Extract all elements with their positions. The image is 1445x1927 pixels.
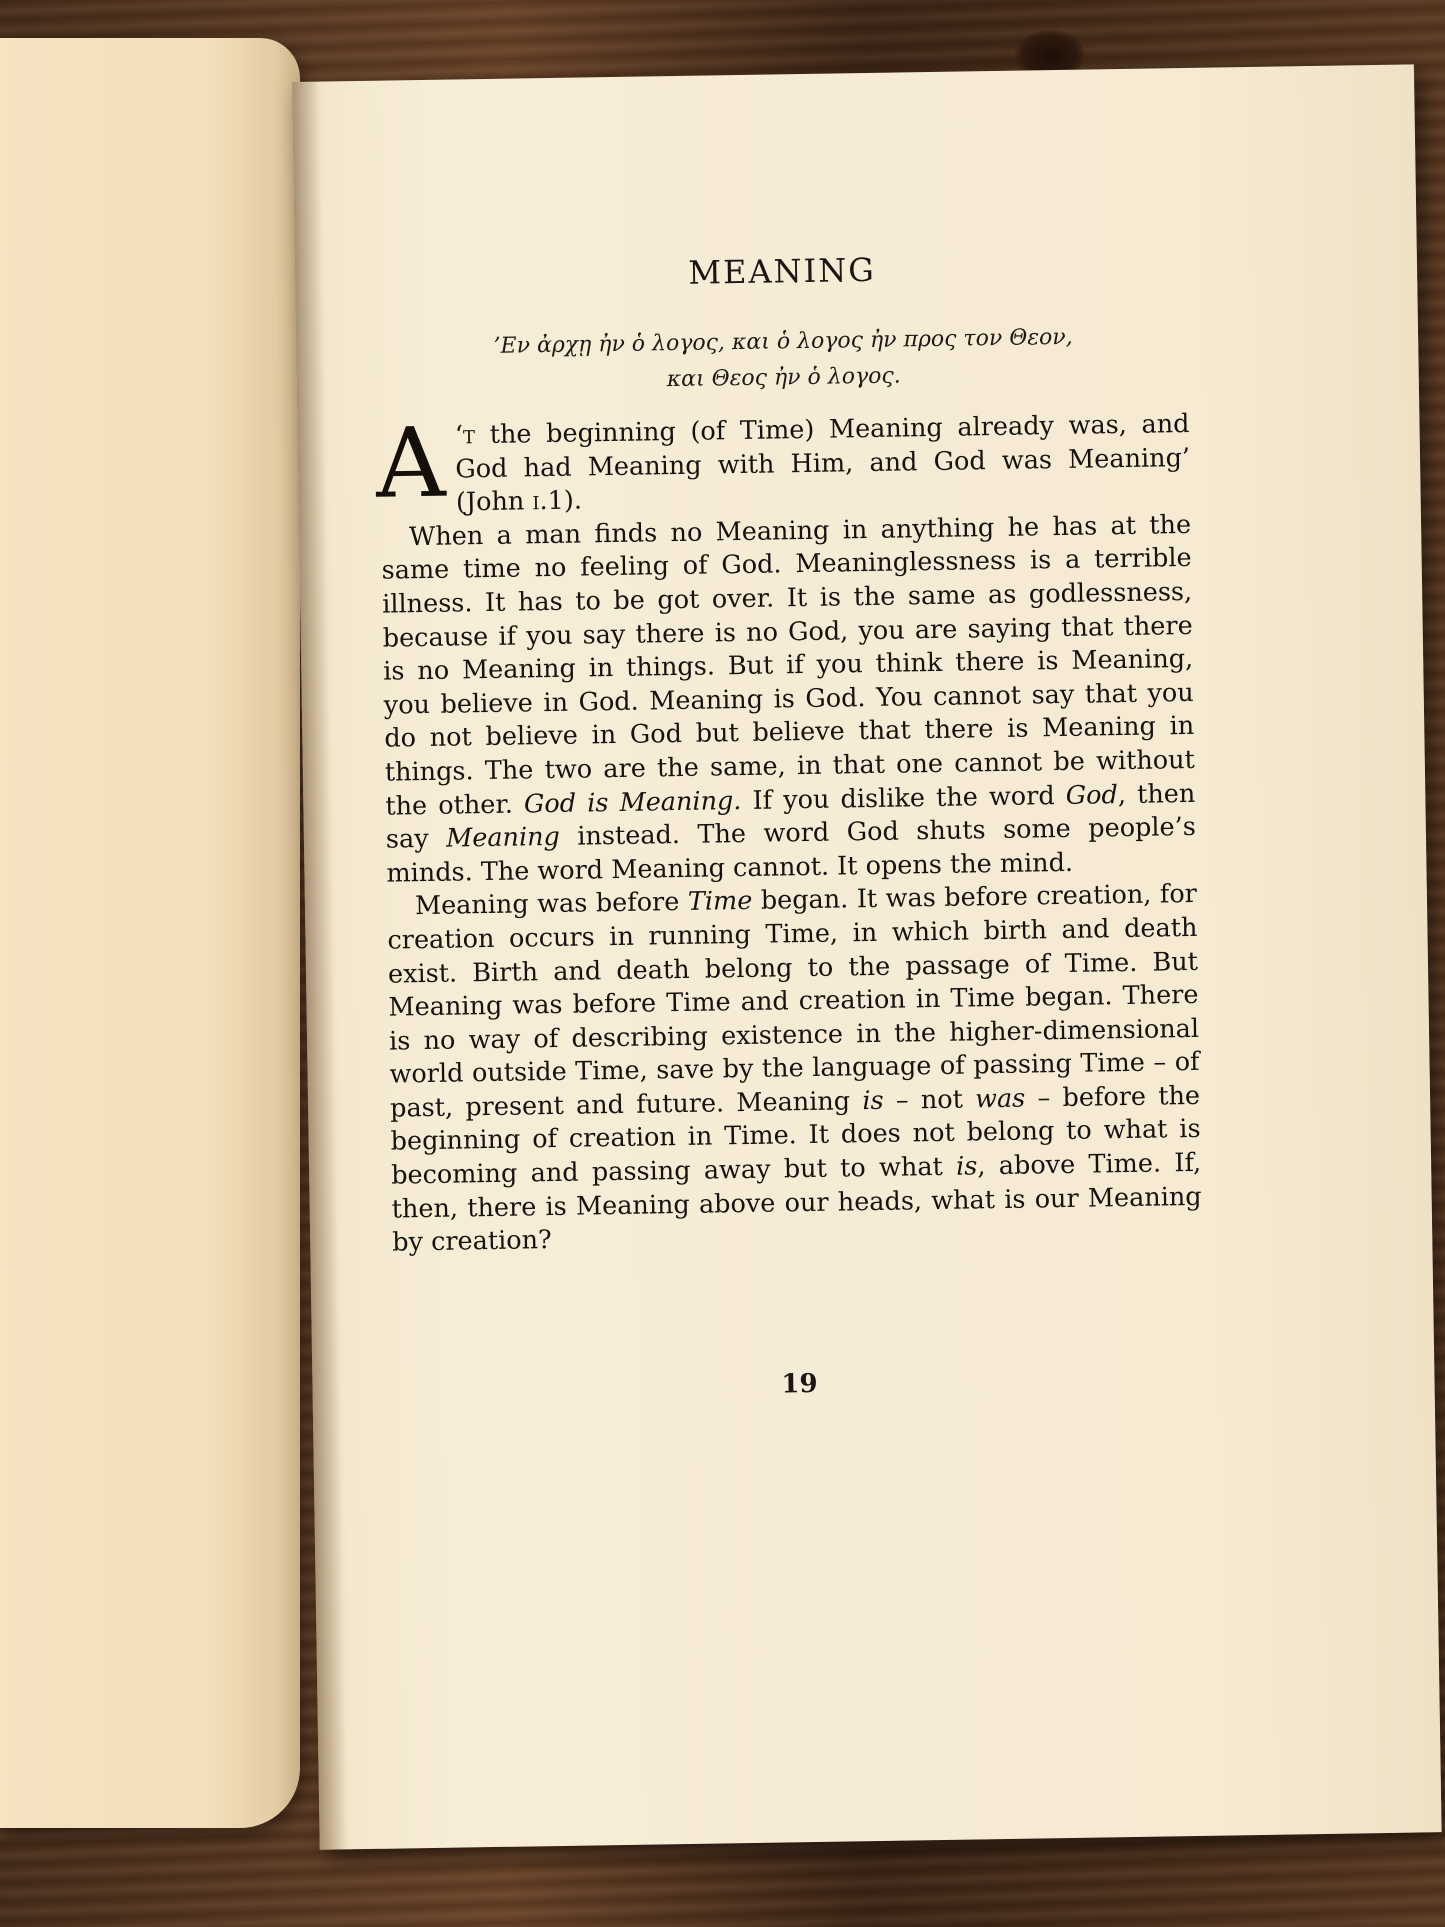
epigraph-line-1: ’Εν ἀρχῃ ἠν ὁ λογος, και ὁ λογος ἠν προς τον Θεον, xyxy=(493,324,1073,359)
paragraph-3-part-1: Meaning was before xyxy=(414,887,689,922)
paragraph-2-part-2: If you dislike the word xyxy=(741,780,1067,816)
right-book-page xyxy=(292,64,1442,1849)
paragraph-3-part-3: – not xyxy=(883,1084,976,1116)
greek-epigraph xyxy=(378,318,1189,403)
page-content xyxy=(374,68,1202,1400)
left-book-page xyxy=(0,38,300,1828)
paragraph-2-part-3: , then say xyxy=(385,778,1196,855)
gutter-shadow xyxy=(292,82,348,1850)
chapter-title: MEANING xyxy=(688,250,877,292)
paragraph-2 xyxy=(381,509,1197,891)
paragraph-3-emphasis-1: Time xyxy=(687,886,753,918)
paragraph-2-emphasis-1: God is Meaning. xyxy=(523,785,742,819)
paragraph-1-text: the beginning (of Time) Meaning already was, and God had Meaning with Him, and God was Meaning’ (John xyxy=(455,408,1191,518)
paragraph-2-emphasis-3: Meaning xyxy=(445,822,561,854)
paragraph-3-part-2: began. It was before creation, for creation occurs in running Time, in which birth and death exist. Birth and death belong to the passage of Time. But Meaning was before Time and creation in Time began. There is no way of describing existence in the higher-dimensional world outside Time, save by the language of passing Time – of past, present and future. Meaning xyxy=(387,879,1200,1124)
paragraph-2-part-1: When a man finds no Meaning in anything he has at the same time no feeling of God. Meaninglessness is a terrible illness. It has to be got over. It is the same as godlessness, because if you say there is no God, you are saying that there is no Meaning in things. But if you think there is Meaning, you believe in God. Meaning is God. You cannot say that you do not believe in God but believe that there is Meaning in things. The two are the same, in that one cannot be without the other. xyxy=(381,509,1195,822)
epigraph-line-2: και Θεος ἠν ὁ λογος. xyxy=(666,363,901,393)
paragraph-3-part-4: – before the beginning of creation in Time. It does not belong to what is becoming and passing away but to what xyxy=(390,1080,1201,1191)
paragraph-1 xyxy=(375,406,1191,521)
paragraph-2-emphasis-2: God xyxy=(1065,779,1119,811)
small-caps-t: t xyxy=(462,420,476,451)
paragraph-3-emphasis-2: is xyxy=(862,1085,884,1117)
drop-cap: A xyxy=(375,406,447,520)
paragraph-3 xyxy=(387,878,1203,1260)
body-text xyxy=(375,406,1202,1260)
open-quote: ‘ xyxy=(454,420,464,451)
paragraph-3-part-5: , above Time. If, then, there is Meaning above our heads, what is our Meaning by creation? xyxy=(391,1147,1202,1258)
paragraph-3-emphasis-4: is xyxy=(955,1151,978,1182)
page-number: 19 xyxy=(781,1368,818,1400)
paragraph-3-emphasis-3: was xyxy=(974,1083,1026,1115)
bible-reference: i.1 xyxy=(532,485,565,517)
paragraph-1-end: ). xyxy=(563,485,583,516)
paragraph-2-part-4: instead. The word God shuts some people’s minds. The word Meaning cannot. It opens the mind. xyxy=(386,812,1197,889)
